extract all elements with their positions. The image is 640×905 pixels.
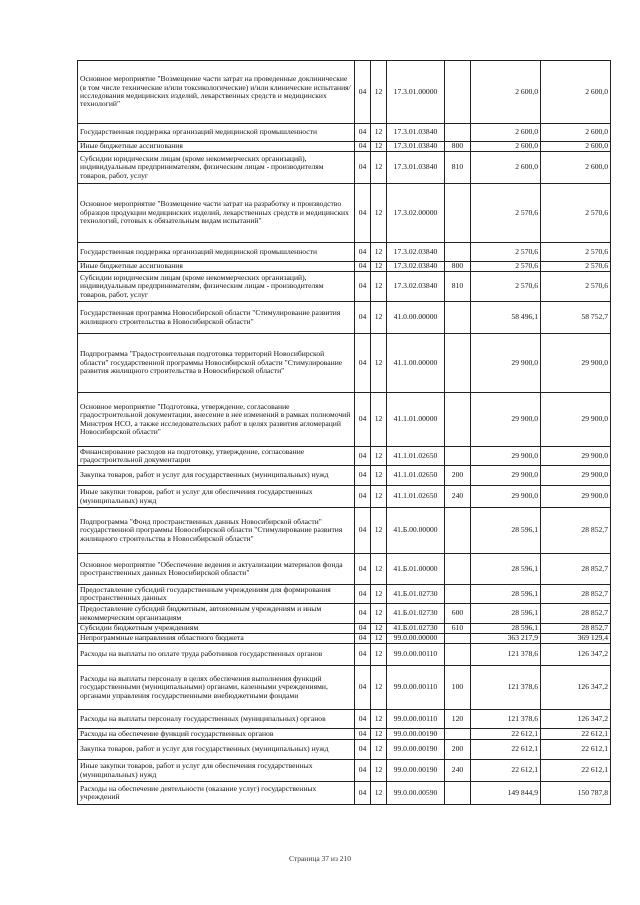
table-row — [78, 782, 611, 805]
row-expense-type — [445, 447, 471, 466]
row-amount-year1: 22 612,1 — [471, 740, 541, 760]
row-subsection: 12 — [371, 272, 387, 302]
row-name: Расходы на выплаты персоналу государственных (муниципальных) органов — [78, 710, 355, 729]
row-amount-year2: 22 612,1 — [541, 729, 611, 740]
table-row — [78, 624, 611, 634]
row-target-code: 41.0.00.00000 — [387, 302, 445, 334]
row-amount-year2: 126 347,2 — [541, 666, 611, 710]
row-target-code: 41.1.00.00000 — [387, 334, 445, 393]
row-amount-year2: 2 600,0 — [541, 152, 611, 184]
row-amount-year1: 2 570,6 — [471, 184, 541, 243]
row-section: 04 — [355, 393, 371, 447]
row-subsection: 12 — [371, 334, 387, 393]
row-name: Подпрограмма "Фонд пространственных данных Новосибирской области" государственной программы Новосибирской области "Стимулирование развития жилищного строительства в Новосибирской области" — [78, 508, 355, 554]
row-subsection: 12 — [371, 466, 387, 486]
row-amount-year2: 58 752,7 — [541, 302, 611, 334]
row-section: 04 — [355, 152, 371, 184]
row-expense-type — [445, 782, 471, 805]
row-subsection: 12 — [371, 486, 387, 508]
row-subsection: 12 — [371, 585, 387, 604]
row-amount-year2: 2 570,6 — [541, 262, 611, 272]
row-target-code: 41.1.01.00000 — [387, 393, 445, 447]
table-row — [78, 710, 611, 729]
row-subsection: 12 — [371, 634, 387, 644]
row-amount-year1: 28 596,1 — [471, 508, 541, 554]
row-expense-type — [445, 729, 471, 740]
row-target-code: 99.0.00.00110 — [387, 710, 445, 729]
row-expense-type — [445, 644, 471, 666]
row-expense-type: 810 — [445, 272, 471, 302]
row-section: 04 — [355, 302, 371, 334]
row-name: Субсидии бюджетным учреждениям — [78, 624, 355, 634]
row-target-code: 99.0.00.00000 — [387, 634, 445, 644]
row-amount-year1: 363 217,9 — [471, 634, 541, 644]
row-name: Основное мероприятие "Возмещение части затрат на разработку и производство образцов продукции медицинских изделий, лекарственных средств и медицинских технологий, готовых к обязательным видам испытаний" — [78, 184, 355, 243]
table-row — [78, 184, 611, 243]
table-row — [78, 666, 611, 710]
row-expense-type: 200 — [445, 740, 471, 760]
row-amount-year2: 28 852,7 — [541, 604, 611, 624]
row-section: 04 — [355, 486, 371, 508]
row-amount-year2: 126 347,2 — [541, 644, 611, 666]
row-amount-year1: 2 600,0 — [471, 124, 541, 142]
row-expense-type: 120 — [445, 710, 471, 729]
table-row — [78, 302, 611, 334]
row-section: 04 — [355, 729, 371, 740]
row-section: 04 — [355, 554, 371, 585]
row-amount-year2: 22 612,1 — [541, 760, 611, 782]
row-name: Непрограммные направления областного бюджета — [78, 634, 355, 644]
row-amount-year2: 126 347,2 — [541, 710, 611, 729]
row-target-code: 41.Б.01.02730 — [387, 624, 445, 634]
row-expense-type — [445, 554, 471, 585]
row-name: Основное мероприятие "Обеспечение ведения и актуализации материалов фонда пространственных данных Новосибирской области" — [78, 554, 355, 585]
row-expense-type: 610 — [445, 624, 471, 634]
table-row — [78, 142, 611, 152]
row-name: Субсидии юридическим лицам (кроме некоммерческих организаций), индивидуальным предпринимателям, физическим лицам - производителям товаров, работ, услуг — [78, 152, 355, 184]
table-row — [78, 262, 611, 272]
row-subsection: 12 — [371, 152, 387, 184]
row-name: Государственная программа Новосибирской области "Стимулирование развития жилищного строительства в Новосибирской области" — [78, 302, 355, 334]
row-target-code: 17.3.02.03840 — [387, 262, 445, 272]
row-section: 04 — [355, 184, 371, 243]
row-amount-year1: 121 378,6 — [471, 666, 541, 710]
row-subsection: 12 — [371, 644, 387, 666]
row-expense-type: 200 — [445, 466, 471, 486]
row-amount-year2: 29 900,0 — [541, 334, 611, 393]
table-row — [78, 272, 611, 302]
row-subsection: 12 — [371, 760, 387, 782]
row-expense-type — [445, 508, 471, 554]
row-target-code: 41.1.01.02650 — [387, 466, 445, 486]
row-subsection: 12 — [371, 393, 387, 447]
row-amount-year2: 150 787,8 — [541, 782, 611, 805]
row-amount-year1: 29 900,0 — [471, 393, 541, 447]
row-expense-type: 240 — [445, 486, 471, 508]
row-section: 04 — [355, 272, 371, 302]
row-subsection: 12 — [371, 243, 387, 262]
row-subsection: 12 — [371, 729, 387, 740]
table-row — [78, 508, 611, 554]
row-subsection: 12 — [371, 124, 387, 142]
row-target-code: 41.Б.01.00000 — [387, 554, 445, 585]
row-amount-year1: 22 612,1 — [471, 729, 541, 740]
row-name: Расходы на обеспечение функций государственных органов — [78, 729, 355, 740]
row-name: Государственная поддержка организаций медицинской промышленности — [78, 124, 355, 142]
row-name: Расходы на выплаты персоналу в целях обеспечения выполнения функций государственными (муниципальными) органами, казенными учреждениями, органами управления государственными внебюджетными фондами — [78, 666, 355, 710]
row-amount-year1: 2 600,0 — [471, 142, 541, 152]
row-amount-year1: 29 900,0 — [471, 447, 541, 466]
row-subsection: 12 — [371, 554, 387, 585]
row-target-code: 41.Б.00.00000 — [387, 508, 445, 554]
table-row — [78, 393, 611, 447]
row-amount-year1: 29 900,0 — [471, 466, 541, 486]
row-amount-year2: 2 600,0 — [541, 142, 611, 152]
row-name: Расходы на выплаты по оплате труда работников государственных органов — [78, 644, 355, 666]
table-row — [78, 447, 611, 466]
row-expense-type: 810 — [445, 152, 471, 184]
row-subsection: 12 — [371, 604, 387, 624]
row-section: 04 — [355, 61, 371, 124]
row-amount-year1: 2 570,6 — [471, 243, 541, 262]
row-amount-year2: 28 852,7 — [541, 554, 611, 585]
row-section: 04 — [355, 644, 371, 666]
row-amount-year2: 29 900,0 — [541, 393, 611, 447]
budget-table — [77, 60, 611, 805]
row-amount-year1: 2 570,6 — [471, 262, 541, 272]
row-name: Иные закупки товаров, работ и услуг для обеспечения государственных (муниципальных) нужд — [78, 486, 355, 508]
row-target-code: 17.3.01.03840 — [387, 124, 445, 142]
row-expense-type: 800 — [445, 262, 471, 272]
row-section: 04 — [355, 624, 371, 634]
row-subsection: 12 — [371, 666, 387, 710]
row-name: Иные бюджетные ассигнования — [78, 142, 355, 152]
row-subsection: 12 — [371, 142, 387, 152]
row-section: 04 — [355, 243, 371, 262]
row-section: 04 — [355, 782, 371, 805]
row-subsection: 12 — [371, 740, 387, 760]
row-amount-year2: 22 612,1 — [541, 740, 611, 760]
row-amount-year1: 28 596,1 — [471, 604, 541, 624]
row-expense-type — [445, 634, 471, 644]
row-expense-type: 600 — [445, 604, 471, 624]
table-row — [78, 152, 611, 184]
row-expense-type — [445, 124, 471, 142]
row-amount-year2: 2 570,6 — [541, 272, 611, 302]
row-amount-year1: 22 612,1 — [471, 760, 541, 782]
table-row — [78, 634, 611, 644]
row-subsection: 12 — [371, 782, 387, 805]
row-target-code: 17.3.01.03840 — [387, 142, 445, 152]
table-row — [78, 729, 611, 740]
row-section: 04 — [355, 740, 371, 760]
row-target-code: 99.0.00.00190 — [387, 740, 445, 760]
row-expense-type: 240 — [445, 760, 471, 782]
row-expense-type — [445, 585, 471, 604]
row-name: Иные закупки товаров, работ и услуг для обеспечения государственных (муниципальных) нужд — [78, 760, 355, 782]
table-row — [78, 604, 611, 624]
row-expense-type — [445, 184, 471, 243]
row-amount-year1: 2 600,0 — [471, 61, 541, 124]
table-row — [78, 644, 611, 666]
row-amount-year2: 2 600,0 — [541, 61, 611, 124]
row-amount-year2: 28 852,7 — [541, 624, 611, 634]
row-expense-type — [445, 61, 471, 124]
row-amount-year1: 28 596,1 — [471, 624, 541, 634]
row-subsection: 12 — [371, 262, 387, 272]
row-target-code: 17.3.02.03840 — [387, 243, 445, 262]
row-amount-year1: 29 900,0 — [471, 486, 541, 508]
table-row — [78, 466, 611, 486]
row-amount-year1: 2 600,0 — [471, 152, 541, 184]
table-row — [78, 243, 611, 262]
row-expense-type: 800 — [445, 142, 471, 152]
row-section: 04 — [355, 262, 371, 272]
row-name: Закупка товаров, работ и услуг для государственных (муниципальных) нужд — [78, 466, 355, 486]
row-target-code: 99.0.00.00190 — [387, 760, 445, 782]
row-target-code: 99.0.00.00110 — [387, 644, 445, 666]
row-name: Подпрограмма "Градостроительная подготовка территорий Новосибирской области" государственной программы Новосибирской области "Стимулирование развития жилищного строительства в Новосибирской области" — [78, 334, 355, 393]
row-amount-year2: 29 900,0 — [541, 447, 611, 466]
row-section: 04 — [355, 447, 371, 466]
row-name: Государственная поддержка организаций медицинской промышленности — [78, 243, 355, 262]
row-amount-year1: 121 378,6 — [471, 710, 541, 729]
table-row — [78, 486, 611, 508]
row-amount-year2: 29 900,0 — [541, 466, 611, 486]
row-name: Предоставление субсидий государственным учреждениям для формирования пространственных данных — [78, 585, 355, 604]
row-section: 04 — [355, 585, 371, 604]
row-expense-type — [445, 393, 471, 447]
row-amount-year1: 149 844,9 — [471, 782, 541, 805]
row-name: Финансирование расходов на подготовку, утверждение, согласование градостроительной документации — [78, 447, 355, 466]
row-name: Иные бюджетные ассигнования — [78, 262, 355, 272]
row-subsection: 12 — [371, 624, 387, 634]
row-name: Субсидии юридическим лицам (кроме некоммерческих организаций), индивидуальным предпринимателям, физическим лицам - производителям товаров, работ, услуг — [78, 272, 355, 302]
table-row — [78, 585, 611, 604]
row-amount-year1: 121 378,6 — [471, 644, 541, 666]
row-section: 04 — [355, 666, 371, 710]
row-amount-year1: 2 570,6 — [471, 272, 541, 302]
row-section: 04 — [355, 466, 371, 486]
row-name: Закупка товаров, работ и услуг для государственных (муниципальных) нужд — [78, 740, 355, 760]
budget-table-body — [78, 61, 611, 805]
row-expense-type: 100 — [445, 666, 471, 710]
row-subsection: 12 — [371, 184, 387, 243]
row-section: 04 — [355, 334, 371, 393]
row-amount-year1: 58 496,1 — [471, 302, 541, 334]
row-amount-year1: 28 596,1 — [471, 585, 541, 604]
row-section: 04 — [355, 760, 371, 782]
row-target-code: 17.3.01.00000 — [387, 61, 445, 124]
table-row — [78, 760, 611, 782]
table-row — [78, 124, 611, 142]
row-expense-type — [445, 334, 471, 393]
row-target-code: 41.1.01.02650 — [387, 447, 445, 466]
row-amount-year1: 28 596,1 — [471, 554, 541, 585]
table-row — [78, 334, 611, 393]
row-target-code: 41.Б.01.02730 — [387, 604, 445, 624]
table-row — [78, 740, 611, 760]
row-subsection: 12 — [371, 61, 387, 124]
row-name: Предоставление субсидий бюджетным, автономным учреждениям и иным некоммерческим организациям — [78, 604, 355, 624]
row-name: Основное мероприятие "Возмещение части затрат на проведенные доклинические (в том числе технические и/или токсикологические) и/или клинические испытания/исследования медицинских изделий, лекарственных средств и медицинских технологий" — [78, 61, 355, 124]
row-expense-type — [445, 302, 471, 334]
row-target-code: 41.Б.01.02730 — [387, 585, 445, 604]
row-section: 04 — [355, 124, 371, 142]
page-number: Страница 37 из 210 — [288, 854, 352, 863]
row-subsection: 12 — [371, 302, 387, 334]
row-expense-type — [445, 243, 471, 262]
row-subsection: 12 — [371, 508, 387, 554]
row-name: Расходы на обеспечение деятельности (оказание услуг) государственных учреждений — [78, 782, 355, 805]
row-section: 04 — [355, 710, 371, 729]
row-subsection: 12 — [371, 447, 387, 466]
row-amount-year2: 2 570,6 — [541, 184, 611, 243]
row-section: 04 — [355, 508, 371, 554]
row-target-code: 99.0.00.00190 — [387, 729, 445, 740]
row-target-code: 17.3.02.00000 — [387, 184, 445, 243]
row-section: 04 — [355, 604, 371, 624]
row-subsection: 12 — [371, 710, 387, 729]
row-amount-year2: 28 852,7 — [541, 508, 611, 554]
row-amount-year2: 29 900,0 — [541, 486, 611, 508]
table-row — [78, 554, 611, 585]
row-target-code: 17.3.01.03840 — [387, 152, 445, 184]
row-name: Основное мероприятие "Подготовка, утверждение, согласование градостроительной документации, внесение в нее изменений в рамках полномочий Минстроя НСО, а также исследовательских работ в целях развития агломераций Новосибирской области" — [78, 393, 355, 447]
row-target-code: 17.3.02.03840 — [387, 272, 445, 302]
row-section: 04 — [355, 634, 371, 644]
row-target-code: 99.0.00.00590 — [387, 782, 445, 805]
row-amount-year2: 2 600,0 — [541, 124, 611, 142]
row-amount-year2: 28 852,7 — [541, 585, 611, 604]
row-amount-year2: 369 129,4 — [541, 634, 611, 644]
row-amount-year1: 29 900,0 — [471, 334, 541, 393]
row-amount-year2: 2 570,6 — [541, 243, 611, 262]
table-row — [78, 61, 611, 124]
row-section: 04 — [355, 142, 371, 152]
row-target-code: 41.1.01.02650 — [387, 486, 445, 508]
row-target-code: 99.0.00.00110 — [387, 666, 445, 710]
